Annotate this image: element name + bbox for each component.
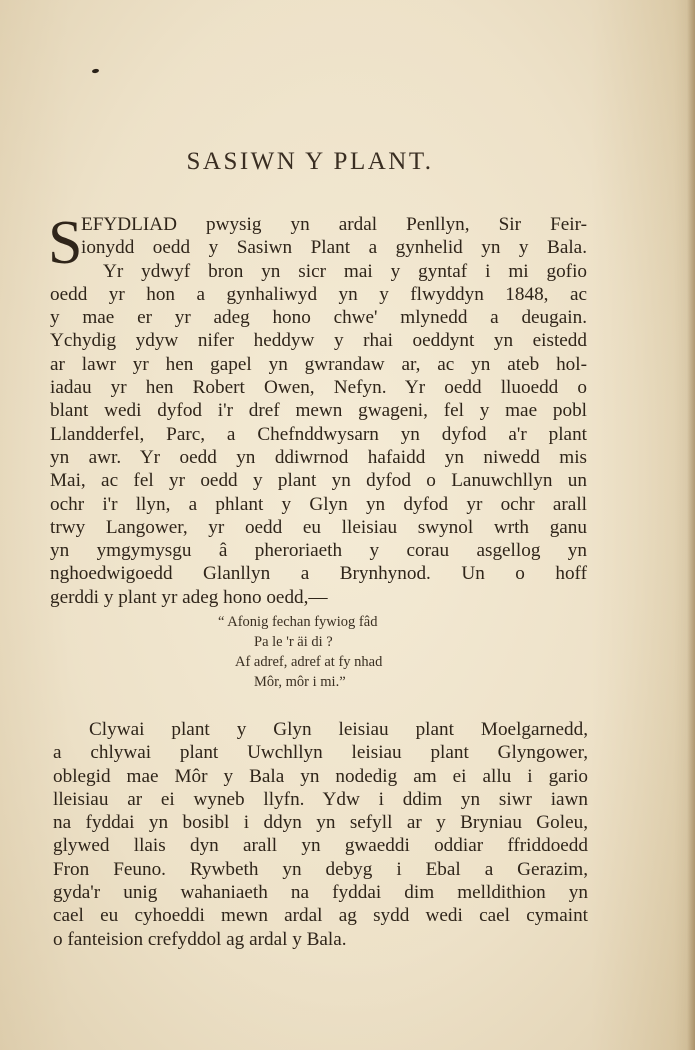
paragraph-2-line: o fanteision crefyddol ag ardal y Bala. [53, 928, 347, 950]
poem-line: Môr, môr i mi.” [254, 674, 346, 690]
poem-line: “ Afonig fechan fywiog fâd [218, 614, 378, 630]
paragraph-2-line: oblegid mae Môr y Bala yn nodedig am ei allu i gario [53, 765, 588, 787]
paragraph-1-line: ochr i'r llyn, a phlant y Glyn yn dyfod yr ochr arall [50, 493, 587, 515]
paragraph-1-line: Ychydig ydyw nifer heddyw y rhai oeddynt yn eistedd [50, 330, 587, 352]
paragraph-2-line: lleisiau ar ei wyneb llyfn. Ydw i ddim yn siwr iawn [53, 788, 588, 810]
paragraph-2-line: gyda'r unig wahaniaeth na fyddai dim melldithion yn [53, 882, 588, 904]
paragraph-1-line: ar lawr yr hen gapel yn gwrandaw ar, ac yn ateb hol- [50, 353, 587, 375]
paragraph-1-line: y mae er yr adeg hono chwe' mlynedd a deugain. [50, 307, 587, 329]
paragraph-2-line: Fron Feuno. Rywbeth yn debyg i Ebal a Gerazim, [53, 858, 588, 880]
paragraph-1-line: EFYDLIAD pwysig yn ardal Penllyn, Sir Feir- [81, 214, 587, 235]
paragraph-1 [48, 209, 587, 609]
poem-quote [218, 612, 382, 692]
drop-cap: S [48, 209, 83, 277]
paragraph-2-line: a chlywai plant Uwchllyn leisiau plant Glyngower, [53, 742, 588, 764]
paragraph-1-line: nghoedwigoedd Glanllyn a Brynhynod. Un o hoff [50, 563, 587, 585]
paragraph-2-line: na fyddai yn bosibl i ddyn yn sefyll ar y Bryniau Goleu, [53, 812, 588, 834]
paragraph-1-line: trwy Langower, yr oedd eu lleisiau swynol wrth ganu [50, 516, 587, 538]
paragraph-1-line: Mai, ac fel yr oedd y plant yn dyfod o Lanuwchllyn un [50, 470, 587, 492]
paragraph-1-line: Llandderfel, Parc, a Chefnddwysarn yn dyfod a'r plant [50, 423, 587, 445]
paragraph-1-line: gerddi y plant yr adeg hono oedd,— [50, 586, 328, 608]
paragraph-1-line: Yr ydwyf bron yn sicr mai y gyntaf i mi gofio [103, 260, 587, 282]
paragraph-1-line: yn ymgymysgu â pheroriaeth y corau asgellog yn [50, 540, 587, 562]
paragraph-2 [53, 718, 588, 951]
paragraph-1-line: iadau yr hen Robert Owen, Nefyn. Yr oedd lluoedd o [50, 377, 587, 399]
chapter-title: SASIWN Y PLANT. [186, 148, 434, 175]
paragraph-1-line: yn awr. Yr oedd yn ddiwrnod hafaidd yn niwedd mis [50, 446, 587, 468]
poem-line: Af adref, adref at fy nhad [235, 654, 383, 670]
paragraph-1-line: oedd yr hon a gynhaliwyd yn y flwyddyn 1848, ac [50, 283, 587, 305]
page-edge-shadow [687, 0, 695, 1050]
paragraph-2-line: cael eu cyhoeddi mewn ardal ag sydd wedi cael cymaint [53, 905, 588, 927]
paragraph-1-line: ionydd oedd y Sasiwn Plant a gynhelid yn y Bala. [81, 237, 587, 259]
paragraph-2-line: Clywai plant y Glyn leisiau plant Moelgarnedd, [89, 719, 588, 740]
poem-line: Pa le 'r äi di ? [254, 634, 333, 650]
paragraph-2-line: glywed llais dyn arall yn gwaeddi oddiar ffriddoedd [53, 835, 588, 857]
paragraph-1-line: blant wedi dyfod i'r dref mewn gwageni, fel y mae pobl [50, 400, 587, 422]
